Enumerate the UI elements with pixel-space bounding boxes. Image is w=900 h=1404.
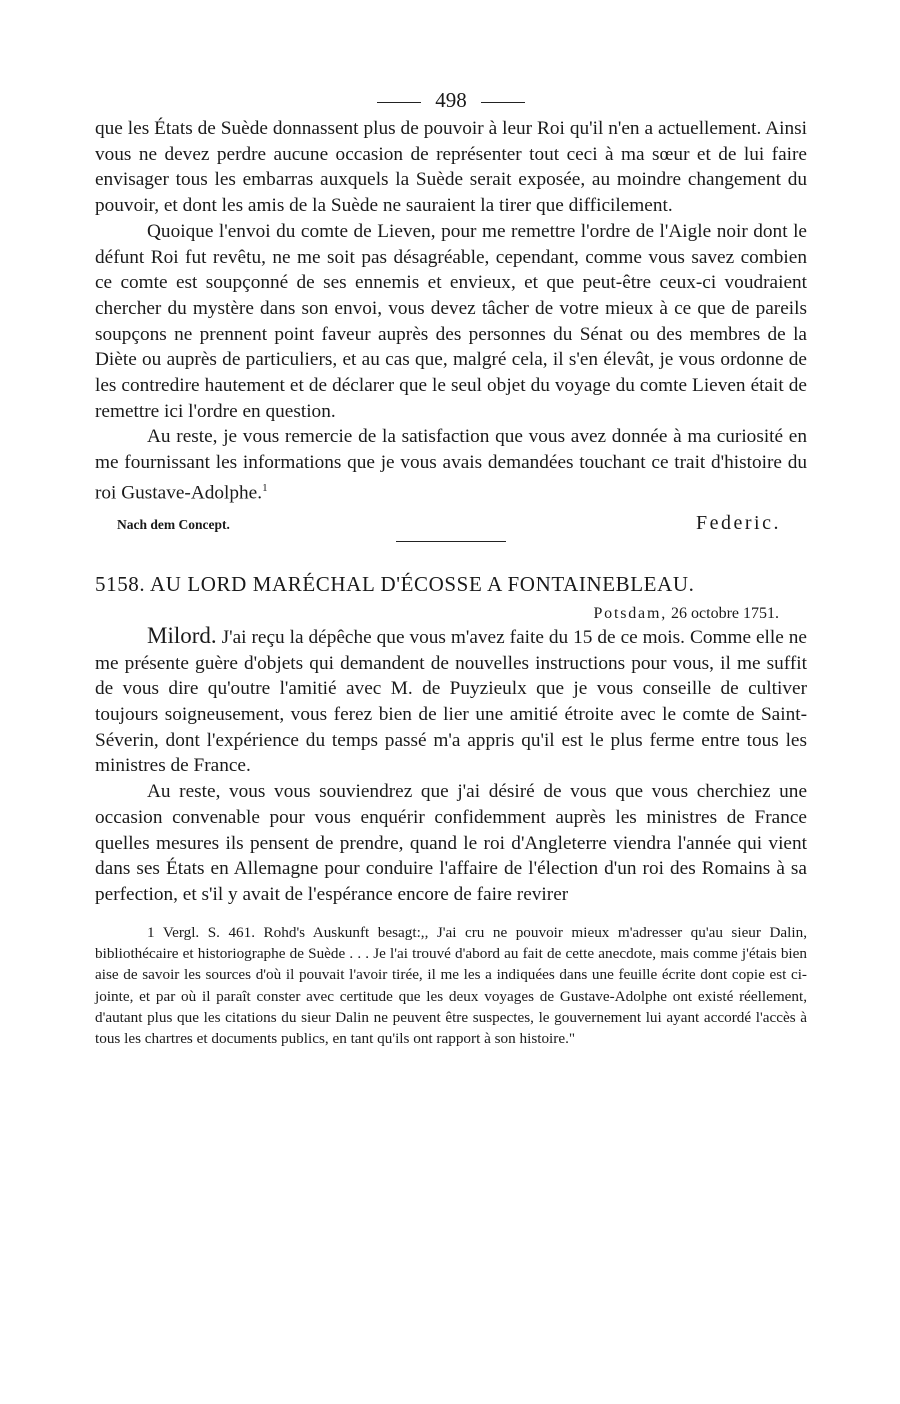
footnote-marker: 1 [262, 481, 268, 494]
paragraph-au-reste-text: Au reste, je vous remercie de la satisfaction que vous avez donnée à ma curiosité en me fournissant les informations que je vous avais demandées touchant ce trait d'histoire du roi Gustave-Adolphe. [95, 426, 807, 504]
paragraph-au-reste [95, 424, 807, 506]
footnote: 1 Vergl. S. 461. Rohd's Auskunft besagt:,, J'ai cru ne pouvoir mieux m'adresser qu'au sieur Dalin, bibliothécaire et historiographe de Suède . . . Je l'ai trouvé d'abord au fait de cette anecdote, mais comme j'étais bien aise de savoir les sources d'où il pouvait l'avoir tirée, il me les a indiquées dans une feuille écrite dont copie est ci-jointe, et par où il paraît conster avec certitude que les deux voyages de Gustave-Adolphe ont existé réellement, d'autant plus que les citations du sieur Dalin ne peuvent être suspectes, le gouvernement lui ayant accordé l'accès à tous les chartres et documents publics, en tant qu'ils ont rapport à son histoire." [95, 923, 807, 1048]
letter-paragraph-1 [95, 623, 807, 779]
document-page [95, 84, 807, 1049]
page-header [95, 84, 807, 116]
section-divider [396, 541, 506, 542]
salutation: Milord. [147, 622, 217, 648]
signature: Federic. [696, 511, 781, 534]
header-dash-right [481, 102, 525, 103]
paragraph-lieven: Quoique l'envoi du comte de Lieven, pour me remettre l'ordre de l'Aigle noir dont le défunt Roi fut revêtu, ne me soit pas désagréable, cependant, comme vous savez combien ce comte est soupçonné de ses ennemis et envieux, et que peut-être ceux-ci voudraient chercher du mystère dans son envoi, vous devez tâcher de votre mieux à ce que de pareils soupçons ne prennent point faveur auprès des personnes du Sénat ou des membres de la Diète ou auprès de particuliers, et au cas que, malgré cela, il s'en élevât, je vous ordonne de les contredire hautement et de déclarer que le seul objet du voyage du comte Lieven était de remettre ici l'ordre en question. [95, 220, 807, 422]
letter-heading: 5158. AU LORD MARÉCHAL D'ÉCOSSE A FONTAINEBLEAU. [95, 571, 695, 596]
letter-place: Potsdam, [593, 604, 668, 622]
letter-paragraph-1-text: J'ai reçu la dépêche que vous m'avez faite du 15 de ce mois. Comme elle ne me présente guère d'objets qui demandent de nouvelles instructions pour vous, il me suffit de vous dire qu'outre l'amitié avec M. de Puyzieulx que je vous conseille de cultiver toujours soigneusement, vous ferez bien de lier une amitié étroite avec le comte de Saint-Séverin, dont l'expérience du temps passé m'a appris qu'il est le plus ferme entre tous les ministres de France. [95, 626, 807, 777]
letter-date: 26 octobre 1751. [671, 604, 779, 622]
letter-place-date [95, 605, 779, 623]
signature-row [95, 512, 807, 535]
letter-paragraph-2: Au reste, vous vous souviendrez que j'ai désiré de vous que vous cherchiez une occasion convenable pour vous enquérir confidemment auprès les ministres de France quelles mesures ils pensent de prendre, quand le roi d'Angleterre viendra l'année qui vient dans ses États en Allemagne pour conduire l'affaire de l'élection d'un roi des Romains à sa perfection, et s'il y avait de l'espérance encore de faire revirer [95, 781, 807, 905]
header-dash-left [377, 102, 421, 103]
concept-note: Nach dem Concept. [117, 516, 230, 532]
paragraph-continuation: que les États de Suède donnassent plus de pouvoir à leur Roi qu'il n'en a actuellement. Ainsi vous ne devez perdre aucune occasion de représenter tout ceci à ma sœur et de lui faire envisager tous les embarras auxquels la Suède serait exposée, au moindre changement du pouvoir, et dont les amis de la Suède ne sauraient la tirer que difficilement. [95, 118, 807, 217]
page-number: 498 [435, 88, 467, 112]
